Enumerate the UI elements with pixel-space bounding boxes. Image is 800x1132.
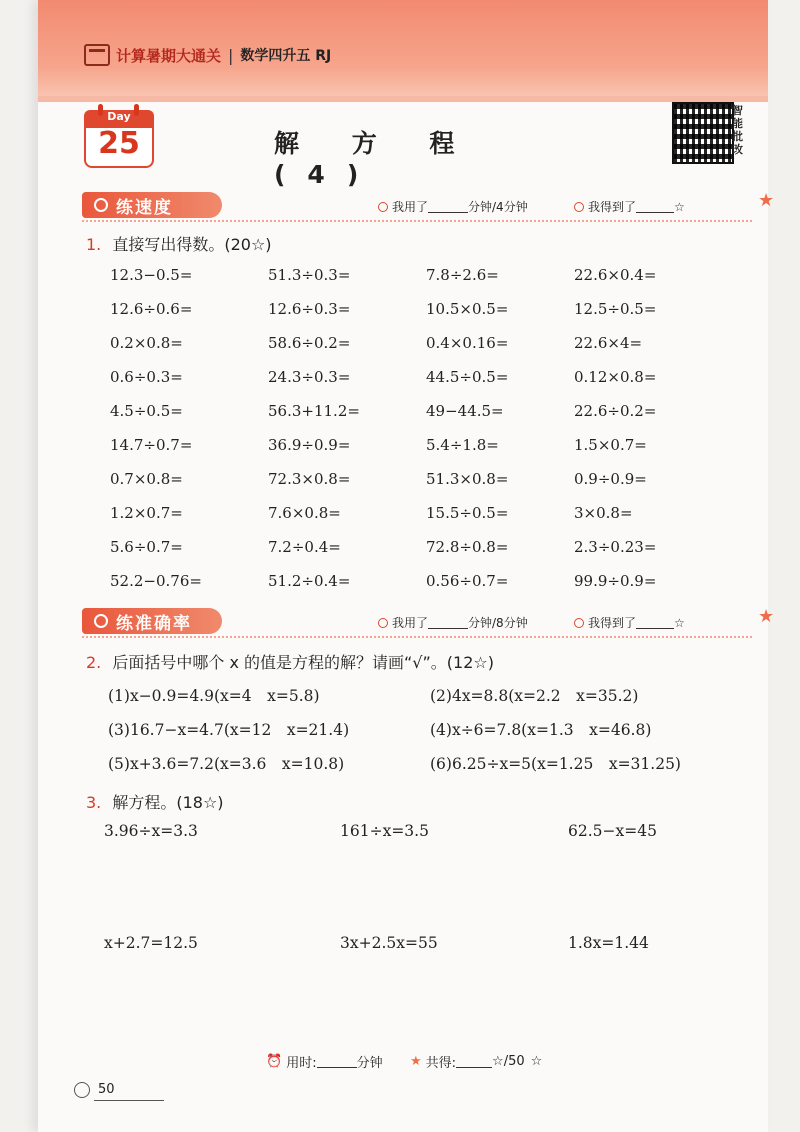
calc-item: 1.2×0.7= [110, 504, 183, 522]
calc-item: 7.2÷0.4= [268, 538, 341, 556]
footer-total-unit: ☆/50 [492, 1054, 525, 1069]
question-1-number: 1. [86, 235, 102, 254]
choice-equation: (3)16.7−x=4.7(x=12 x=21.4) [108, 721, 350, 739]
time-used-suffix: 分钟/4分钟 [468, 200, 528, 214]
footer-time [266, 1052, 383, 1071]
question-1-text: 直接写出得数。(20☆) [112, 235, 272, 254]
calc-item: 44.5÷0.5= [426, 368, 509, 386]
stars-got-suffix: ☆ [674, 199, 685, 214]
calc-item: 5.6÷0.7= [110, 538, 183, 556]
star-decoration-icon: ★ [758, 606, 775, 627]
calc-item: 22.6÷0.2= [574, 402, 657, 420]
book-icon [84, 44, 110, 66]
choice-equation: (2)4x=8.8(x=2.2 x=35.2) [430, 687, 639, 705]
check-icon [574, 202, 584, 212]
section-accuracy-tag [82, 608, 222, 634]
calc-item: 51.3×0.8= [426, 470, 509, 488]
calc-item: 72.3×0.8= [268, 470, 351, 488]
stars-got-prefix: 我得到了 [588, 200, 637, 214]
series-title: 计算暑期大通关 [116, 46, 222, 65]
section-speed [82, 190, 775, 222]
solve-equation: 1.8x=1.44 [568, 934, 649, 952]
alarm-clock-icon: ⏰ [266, 1054, 283, 1069]
calc-item: 0.7×0.8= [110, 470, 183, 488]
sun-decoration-icon [74, 1082, 90, 1098]
stars-got-meta [574, 198, 685, 215]
clock-icon [378, 618, 388, 628]
footer-total [410, 1052, 542, 1071]
question-2-number: 2. [86, 653, 102, 672]
calc-item: 52.2−0.76= [110, 572, 202, 590]
solve-equation: x+2.7=12.5 [104, 934, 198, 952]
page-number-rule [94, 1100, 164, 1101]
time-used-meta [378, 614, 528, 631]
section-accuracy-name: 练准确率 [116, 613, 192, 634]
time-used-meta [378, 198, 528, 215]
calc-item: 10.5×0.5= [426, 300, 509, 318]
time-used-suffix: 分钟/8分钟 [468, 616, 528, 630]
qr-caption: 智能批改 [732, 104, 743, 156]
calc-item: 24.3÷0.3= [268, 368, 351, 386]
time-used-blank[interactable] [428, 200, 468, 213]
calc-item: 1.5×0.7= [574, 436, 647, 454]
calc-item: 4.5÷0.5= [110, 402, 183, 420]
star-icon: ★ [410, 1054, 422, 1069]
qr-code[interactable] [672, 102, 734, 164]
calc-item: 49−44.5= [426, 402, 504, 420]
calc-item: 56.3+11.2= [268, 402, 360, 420]
question-3-text: 解方程。(18☆) [112, 793, 224, 812]
header-stripe [38, 96, 768, 102]
stars-got-prefix: 我得到了 [588, 616, 637, 630]
solve-equation: 3x+2.5x=55 [340, 934, 438, 952]
header-brand [84, 40, 331, 70]
day-label: Day [107, 110, 131, 123]
check-icon [574, 618, 584, 628]
book-title: 数学四升五 RJ [240, 48, 332, 64]
section-accuracy [82, 606, 775, 638]
stopwatch-icon [94, 198, 108, 212]
time-used-blank[interactable] [428, 616, 468, 629]
calc-item: 12.6÷0.3= [268, 300, 351, 318]
choice-equation: (6)6.25÷x=5(x=1.25 x=31.25) [430, 755, 681, 773]
stars-got-suffix: ☆ [674, 615, 685, 630]
question-1 [86, 232, 272, 255]
header-separator: | [228, 45, 234, 65]
calc-item: 58.6÷0.2= [268, 334, 351, 352]
calc-item: 15.5÷0.5= [426, 504, 509, 522]
stars-got-blank[interactable] [636, 616, 674, 629]
workbook-page [38, 0, 775, 1132]
section-speed-tag [82, 192, 222, 218]
footer-total-blank[interactable] [456, 1055, 492, 1068]
calc-item: 0.9÷0.9= [574, 470, 647, 488]
section-speed-name: 练速度 [116, 197, 173, 218]
clock-icon [378, 202, 388, 212]
calc-item: 0.2×0.8= [110, 334, 183, 352]
page-number: 50 [98, 1082, 115, 1097]
stars-got-blank[interactable] [636, 200, 674, 213]
footer-time-label: 用时: [286, 1056, 317, 1071]
page-title: 解 方 程(4) [274, 129, 477, 189]
star-decoration-icon: ★ [758, 190, 775, 211]
calc-item: 22.6×0.4= [574, 266, 657, 284]
calc-item: 0.6÷0.3= [110, 368, 183, 386]
calc-item: 99.9÷0.9= [574, 572, 657, 590]
footer-time-blank[interactable] [317, 1055, 357, 1068]
calc-item: 51.3÷0.3= [268, 266, 351, 284]
calc-item: 7.8÷2.6= [426, 266, 499, 284]
target-icon [94, 614, 108, 628]
calc-item: 36.9÷0.9= [268, 436, 351, 454]
calc-item: 72.8÷0.8= [426, 538, 509, 556]
time-used-prefix: 我用了 [392, 200, 429, 214]
choice-equation: (5)x+3.6=7.2(x=3.6 x=10.8) [108, 755, 345, 773]
calc-item: 12.6÷0.6= [110, 300, 193, 318]
solve-equation: 3.96÷x=3.3 [104, 822, 198, 840]
calc-item: 12.3−0.5= [110, 266, 193, 284]
question-3 [86, 790, 224, 813]
star-outline-icon: ☆ [530, 1054, 543, 1069]
footer-total-label: 共得: [425, 1056, 457, 1071]
question-2 [86, 650, 494, 673]
solve-equation: 161÷x=3.5 [340, 822, 429, 840]
calc-item: 5.4÷1.8= [426, 436, 499, 454]
question-3-number: 3. [86, 793, 102, 812]
calc-item: 7.6×0.8= [268, 504, 341, 522]
calc-item: 0.56÷0.7= [426, 572, 509, 590]
time-used-prefix: 我用了 [392, 616, 429, 630]
footer-time-unit: 分钟 [356, 1056, 383, 1071]
stars-got-meta [574, 614, 685, 631]
day-calendar-badge [84, 104, 154, 168]
calc-item: 51.2÷0.4= [268, 572, 351, 590]
solve-equation: 62.5−x=45 [568, 822, 657, 840]
choice-equation: (4)x÷6=7.8(x=1.3 x=46.8) [430, 721, 652, 739]
calc-item: 0.12×0.8= [574, 368, 657, 386]
calc-item: 22.6×4= [574, 334, 643, 352]
choice-equation: (1)x−0.9=4.9(x=4 x=5.8) [108, 687, 320, 705]
day-number: 25 [98, 126, 140, 161]
calc-item: 14.7÷0.7= [110, 436, 193, 454]
question-2-text: 后面括号中哪个 x 的值是方程的解？请画“√”。(12☆) [112, 653, 494, 672]
calc-item: 12.5÷0.5= [574, 300, 657, 318]
calc-item: 2.3÷0.23= [574, 538, 657, 556]
calc-item: 3×0.8= [574, 504, 633, 522]
calc-item: 0.4×0.16= [426, 334, 509, 352]
